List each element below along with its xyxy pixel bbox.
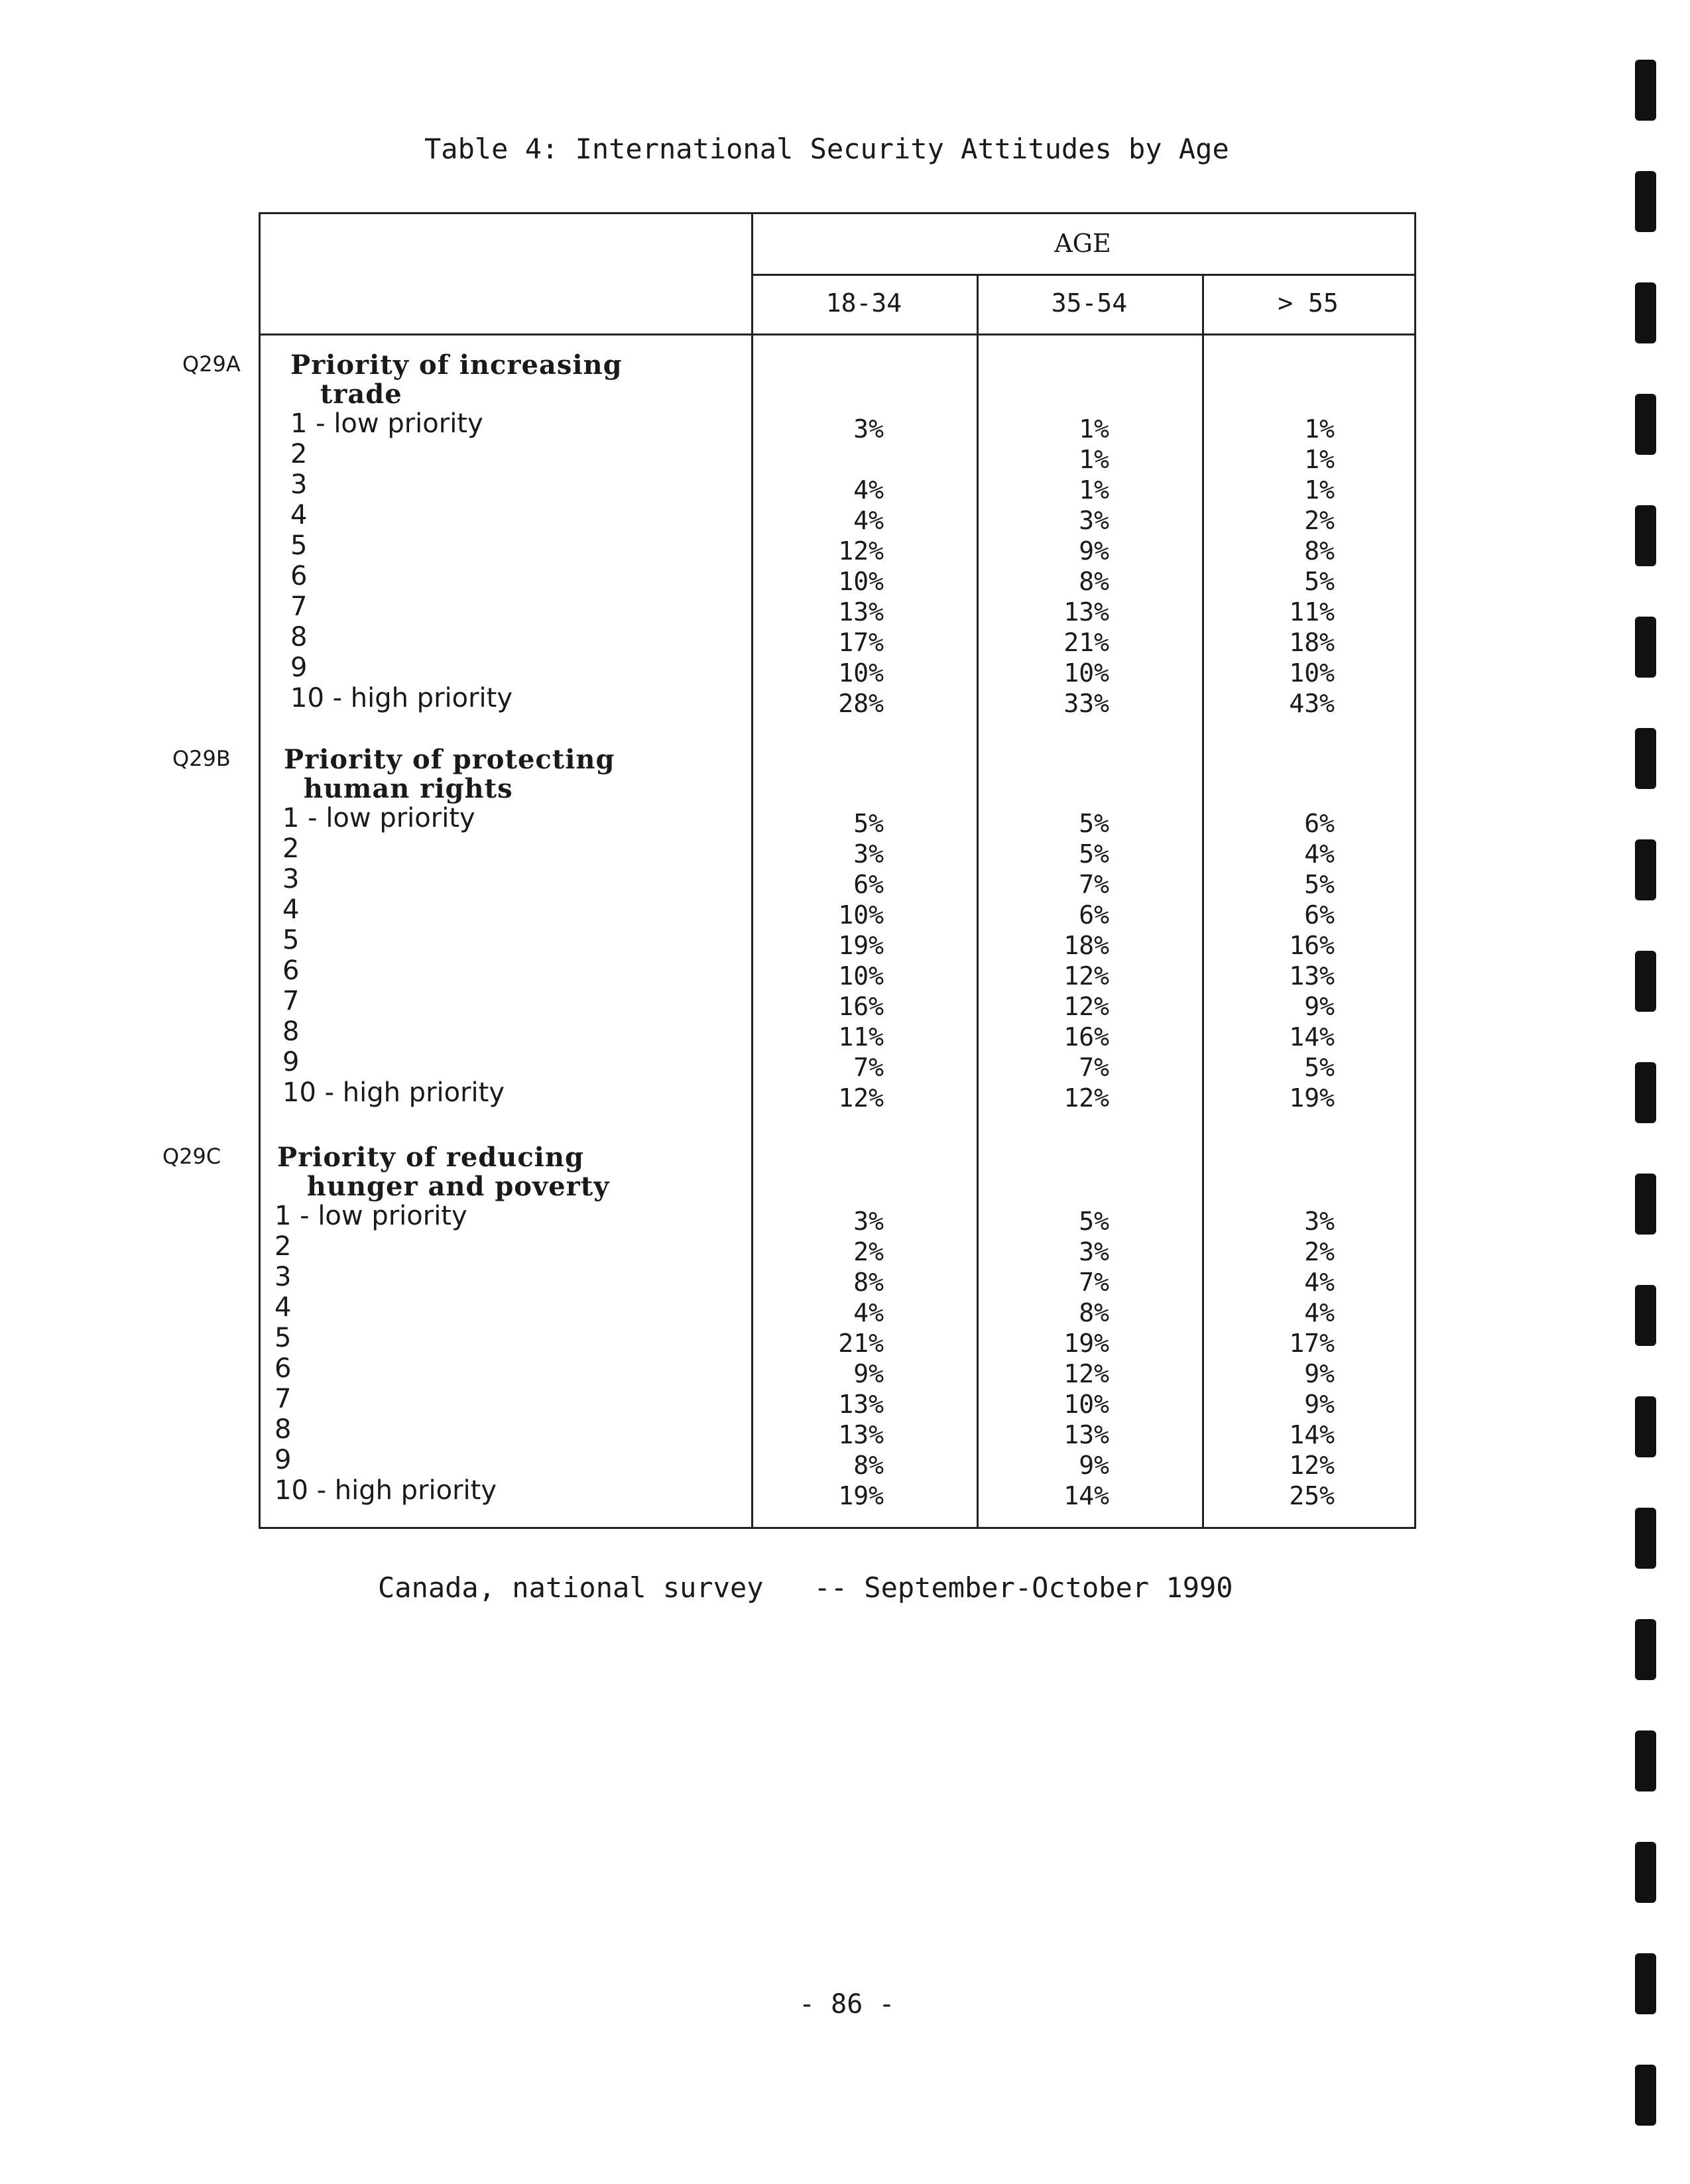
table-cell: 19% — [1063, 1329, 1109, 1358]
table-cell: 14% — [1289, 1420, 1335, 1449]
column-divider — [977, 274, 979, 1527]
table-cell: 4% — [853, 506, 884, 535]
row-label: 3 — [290, 469, 308, 500]
question-id: Q29B — [172, 746, 231, 771]
row-label: 10 - high priority — [290, 683, 513, 713]
table-cell: 16% — [1289, 931, 1335, 960]
binding-hole — [1635, 1285, 1656, 1346]
column-divider — [1202, 274, 1204, 1527]
table-cell: 6% — [1079, 900, 1109, 930]
row-label: 10 - high priority — [282, 1077, 505, 1108]
binding-hole — [1635, 728, 1656, 789]
row-label: 5 — [290, 530, 308, 561]
table-cell: 14% — [1063, 1481, 1109, 1510]
table-cell: 19% — [838, 1481, 884, 1510]
page-number: - 86 - — [799, 1989, 895, 2020]
table-cell: 6% — [1304, 809, 1335, 838]
table-cell: 7% — [853, 1053, 884, 1082]
table-cell: 17% — [838, 628, 884, 657]
table-cell: 7% — [1079, 1053, 1109, 1082]
row-label: 2 — [274, 1231, 292, 1262]
section-title: Priority of protecting — [284, 744, 615, 775]
table-cell: 14% — [1289, 1022, 1335, 1052]
table-cell: 4% — [1304, 1268, 1335, 1297]
table-cell: 21% — [838, 1329, 884, 1358]
table-cell: 1% — [1079, 475, 1109, 505]
table-cell: 5% — [853, 809, 884, 838]
table-cell: 13% — [1289, 961, 1335, 991]
row-label: 3 — [274, 1262, 292, 1292]
row-label: 10 - high priority — [274, 1475, 497, 1506]
table-cell: 16% — [1063, 1022, 1109, 1052]
row-label: 1 - low priority — [274, 1201, 467, 1231]
table-cell: 1% — [1304, 414, 1335, 444]
table-cell: 5% — [1079, 809, 1109, 838]
table-cell: 8% — [853, 1451, 884, 1480]
table-cell: 1% — [1079, 445, 1109, 474]
data-table — [259, 212, 1416, 1529]
column-divider — [751, 214, 753, 1527]
column-header: 18-34 — [825, 288, 902, 318]
table-cell: 9% — [1079, 536, 1109, 566]
table-cell: 1% — [1079, 414, 1109, 444]
binding-hole — [1635, 505, 1656, 566]
table-cell: 11% — [1289, 597, 1335, 627]
binding-hole — [1635, 1174, 1656, 1235]
column-header: 35-54 — [1051, 288, 1128, 318]
table-cell: 8% — [1079, 1298, 1109, 1327]
table-cell: 25% — [1289, 1481, 1335, 1510]
table-cell: 43% — [1289, 689, 1335, 718]
table-cell: 5% — [1304, 567, 1335, 596]
table-cell: 12% — [838, 536, 884, 566]
table-cell: 6% — [1304, 900, 1335, 930]
row-label: 7 — [290, 591, 308, 622]
table-cell: 3% — [1304, 1207, 1335, 1236]
table-cell: 3% — [1079, 506, 1109, 535]
table-cell: 13% — [1063, 1420, 1109, 1449]
binding-hole — [1635, 1396, 1656, 1457]
table-cell: 18% — [1063, 931, 1109, 960]
table-cell: 19% — [1289, 1083, 1335, 1113]
table-cell: 9% — [1079, 1451, 1109, 1480]
table-cell: 13% — [838, 597, 884, 627]
table-cell: 2% — [1304, 1237, 1335, 1266]
row-label: 4 — [274, 1292, 292, 1323]
table-cell: 8% — [853, 1268, 884, 1297]
binding-hole — [1635, 394, 1656, 455]
table-cell: 3% — [853, 839, 884, 869]
header-bottom-line — [261, 334, 1414, 335]
row-label: 1 - low priority — [282, 803, 475, 833]
section-title: Priority of increasing — [290, 349, 623, 381]
binding-hole — [1635, 282, 1656, 343]
table-cell: 10% — [838, 567, 884, 596]
row-label: 8 — [274, 1414, 292, 1445]
table-cell: 1% — [1304, 475, 1335, 505]
binding-hole — [1635, 1062, 1656, 1123]
table-cell: 12% — [1063, 992, 1109, 1021]
table-cell: 8% — [1079, 567, 1109, 596]
binding-hole — [1635, 2065, 1656, 2126]
binding-hole — [1635, 171, 1656, 232]
table-cell: 12% — [1289, 1451, 1335, 1480]
row-label: 6 — [290, 561, 308, 591]
table-cell: 10% — [1289, 658, 1335, 688]
table-cell: 9% — [1304, 1390, 1335, 1419]
table-cell: 9% — [853, 1359, 884, 1388]
table-cell: 12% — [1063, 1083, 1109, 1113]
binding-hole — [1635, 951, 1656, 1012]
section-title: hunger and poverty — [277, 1171, 610, 1202]
table-cell: 5% — [1304, 870, 1335, 899]
binding-hole — [1635, 60, 1656, 121]
age-group-header: AGE — [1054, 229, 1111, 258]
column-header: > 55 — [1278, 288, 1339, 318]
table-cell: 13% — [1063, 597, 1109, 627]
row-label: 8 — [282, 1016, 300, 1047]
table-cell: 4% — [853, 475, 884, 505]
row-label: 4 — [282, 894, 300, 925]
table-cell: 11% — [838, 1022, 884, 1052]
table-cell: 3% — [853, 414, 884, 444]
row-label: 3 — [282, 864, 300, 894]
section-title: trade — [290, 379, 402, 410]
section-title: human rights — [284, 773, 513, 804]
row-label: 8 — [290, 622, 308, 652]
table-cell: 4% — [853, 1298, 884, 1327]
table-cell: 6% — [853, 870, 884, 899]
section-title: Priority of reducing — [277, 1142, 584, 1173]
table-cell: 5% — [1079, 1207, 1109, 1236]
binding-hole — [1635, 1842, 1656, 1903]
row-label: 5 — [282, 925, 300, 955]
row-label: 9 — [290, 652, 308, 683]
question-id: Q29C — [162, 1144, 221, 1169]
row-label: 7 — [274, 1384, 292, 1414]
table-cell: 28% — [838, 689, 884, 718]
row-label: 7 — [282, 986, 300, 1016]
table-cell: 19% — [838, 931, 884, 960]
table-cell: 16% — [838, 992, 884, 1021]
row-label: 9 — [274, 1445, 292, 1475]
row-label: 2 — [290, 439, 308, 469]
row-label: 6 — [282, 955, 300, 986]
table-cell: 9% — [1304, 992, 1335, 1021]
table-cell: 8% — [1304, 536, 1335, 566]
table-cell: 5% — [1079, 839, 1109, 869]
header-divider — [751, 274, 1414, 276]
table-cell: 10% — [1063, 1390, 1109, 1419]
question-id: Q29A — [182, 351, 241, 377]
table-cell: 12% — [838, 1083, 884, 1113]
table-cell: 13% — [838, 1420, 884, 1449]
table-cell: 4% — [1304, 1298, 1335, 1327]
table-cell: 9% — [1304, 1359, 1335, 1388]
binding-hole — [1635, 617, 1656, 678]
table-cell: 10% — [838, 961, 884, 991]
row-label: 9 — [282, 1047, 300, 1077]
row-label: 1 - low priority — [290, 408, 483, 439]
table-cell: 18% — [1289, 628, 1335, 657]
table-caption: Canada, national survey -- September-October 1990 — [378, 1571, 1233, 1604]
binding-hole — [1635, 839, 1656, 900]
table-cell: 17% — [1289, 1329, 1335, 1358]
table-cell: 13% — [838, 1390, 884, 1419]
binding-hole — [1635, 1619, 1656, 1680]
table-cell: 4% — [1304, 839, 1335, 869]
row-label: 4 — [290, 500, 308, 530]
binding-hole — [1635, 1953, 1656, 2014]
table-cell: 3% — [853, 1207, 884, 1236]
table-cell: 10% — [1063, 658, 1109, 688]
table-cell: 7% — [1079, 1268, 1109, 1297]
table-cell: 2% — [1304, 506, 1335, 535]
table-cell: 10% — [838, 658, 884, 688]
table-cell: 2% — [853, 1237, 884, 1266]
table-cell: 21% — [1063, 628, 1109, 657]
table-cell: 12% — [1063, 1359, 1109, 1388]
binding-hole — [1635, 1508, 1656, 1569]
table-cell: 1% — [1304, 445, 1335, 474]
table-cell: 10% — [838, 900, 884, 930]
table-title: Table 4: International Security Attitudes by Age — [424, 133, 1229, 165]
table-cell: 33% — [1063, 689, 1109, 718]
table-cell: 12% — [1063, 961, 1109, 991]
row-label: 6 — [274, 1353, 292, 1384]
row-label: 2 — [282, 833, 300, 864]
table-cell: 5% — [1304, 1053, 1335, 1082]
binding-hole — [1635, 1730, 1656, 1791]
table-cell: 7% — [1079, 870, 1109, 899]
row-label: 5 — [274, 1323, 292, 1353]
table-cell: 3% — [1079, 1237, 1109, 1266]
